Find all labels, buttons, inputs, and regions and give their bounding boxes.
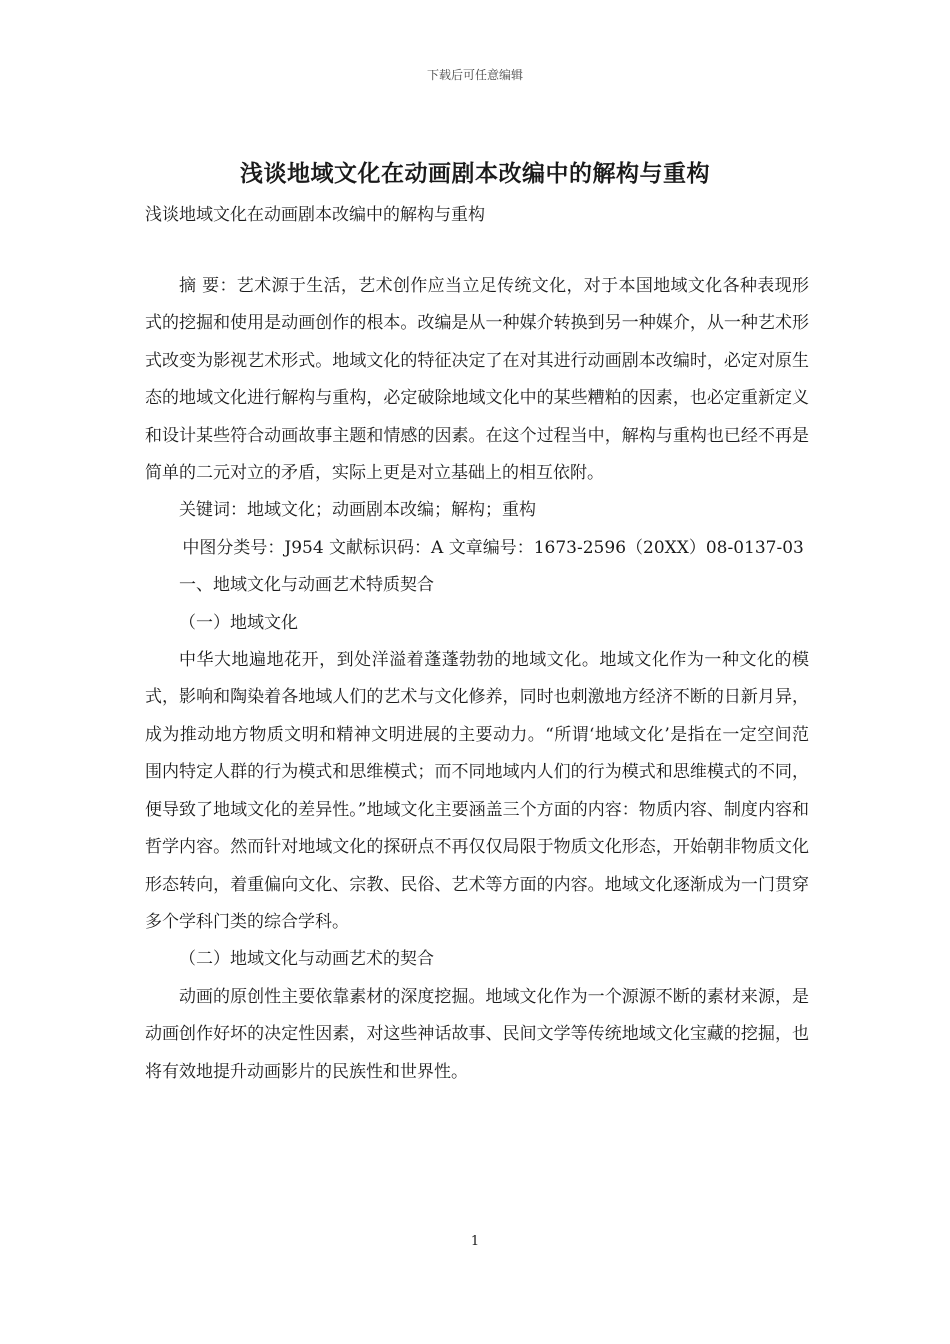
subsection-heading-1: （一）地域文化	[179, 612, 298, 633]
document-body	[145, 268, 809, 1091]
document-title: 浅谈地域文化在动画剧本改编中的解构与重构	[240, 160, 710, 187]
section-heading-1: 一、地域文化与动画艺术特质契合	[179, 575, 434, 596]
subsection-heading-2: （二）地域文化与动画艺术的契合	[179, 949, 434, 970]
page-number: 1	[470, 1234, 480, 1249]
document-subtitle: 浅谈地域文化在动画剧本改编中的解构与重构	[145, 205, 485, 225]
keywords-paragraph: 关键词：地域文化；动画剧本改编；解构；重构	[179, 500, 536, 521]
page-header-note: 下载后可任意编辑	[426, 68, 523, 82]
abstract-paragraph: 摘 要：艺术源于生活，艺术创作应当立足传统文化，对于本国地域文化各种表现形式的挖掘和使用是动画创作的根本。改编是从一种媒介转换到另一种媒介，从一种艺术形式改变为影视艺术形式。地域文化的特征决定了在对其进行动画剧本改编时，必定对原生态的地域文化进行解构与重构，必定破除地域文化中的某些糟粕的因素，也必定重新定义和设计某些符合动画故事主题和情感的因素。在这个过程当中，解构与重构也已经不再是简单的二元对立的矛盾，实际上更是对立基础上的相互依附。	[145, 276, 809, 484]
classification-paragraph: 中图分类号：J954 文献标识码：A 文章编号：1673-2596（20XX）08-0137-03	[182, 537, 804, 558]
body-paragraph-1: 中华大地遍地花开，到处洋溢着蓬蓬勃勃的地域文化。地域文化作为一种文化的模式，影响和陶染着各地域人们的艺术与文化修养，同时也刺激地方经济不断的日新月异，成为推动地方物质文明和精神文明进展的主要动力。“所谓‘地域文化’是指在一定空间范围内特定人群的行为模式和思维模式；而不同地域内人们的行为模式和思维模式的不同，便导致了地域文化的差异性。”地域文化主要涵盖三个方面的内容：物质内容、制度内容和哲学内容。然而针对地域文化的探研点不再仅仅局限于物质文化形态，开始朝非物质文化形态转向，着重偏向文化、宗教、民俗、艺术等方面的内容。地域文化逐渐成为一门贯穿多个学科门类的综合学科。	[145, 650, 809, 932]
body-paragraph-2: 动画的原创性主要依靠素材的深度挖掘。地域文化作为一个源源不断的素材来源，是动画创作好坏的决定性因素，对这些神话故事、民间文学等传统地域文化宝藏的挖掘，也将有效地提升动画影片的民族性和世界性。	[145, 986, 809, 1082]
